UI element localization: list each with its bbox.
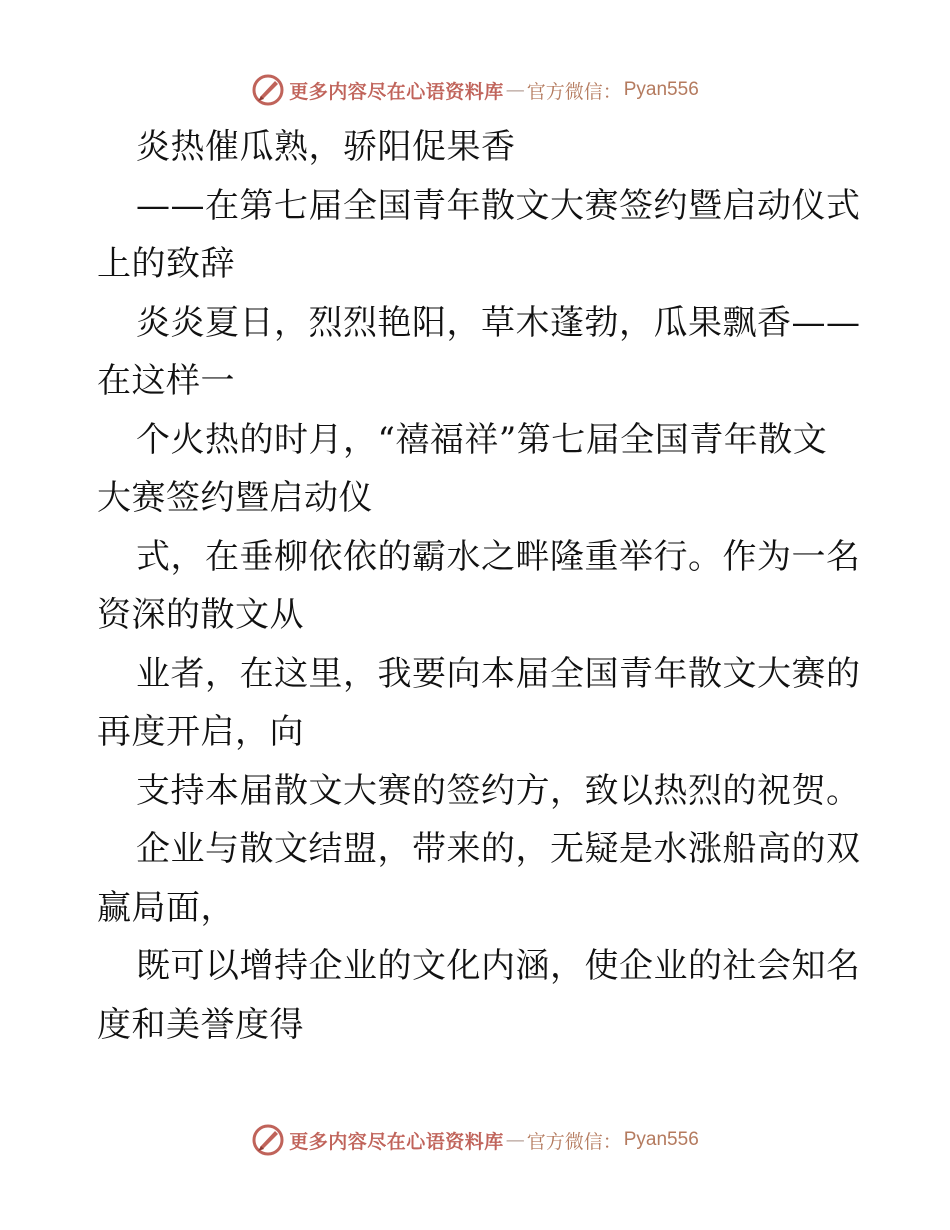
banner-separator: — xyxy=(505,79,525,101)
wechat-label: 官方微信： xyxy=(526,80,622,103)
text-line: 度和美誉度得 xyxy=(97,1004,304,1045)
text-line: 大赛签约暨启动仪 xyxy=(97,478,373,518)
text-line: 个火热的时月，“禧福祥”第七届全国青年散文 xyxy=(136,419,828,460)
text-line: 炎热催瓜熟，骄阳促果香 xyxy=(136,127,516,167)
brand-text: 更多内容尽在心语资料库 xyxy=(289,1130,504,1153)
wechat-id: Pyan556 xyxy=(623,1129,699,1150)
text-line: 企业与散文结盟，带来的，无疑是水涨船高的双 xyxy=(136,829,861,869)
text-line: 既可以增持企业的文化内涵，使企业的社会知名 xyxy=(136,946,861,986)
quill-pen-logo-icon xyxy=(251,1123,285,1157)
text-line: 在这样一 xyxy=(97,361,235,401)
text-line: 业者，在这里，我要向本届全国青年散文大赛的 xyxy=(136,653,861,694)
footer-watermark-banner xyxy=(0,1120,950,1160)
text-line: 炎炎夏日，烈烈艳阳，草木蓬勃，瓜果飘香—— xyxy=(136,302,861,343)
text-line: 资深的散文从 xyxy=(97,595,304,635)
brand-text: 更多内容尽在心语资料库 xyxy=(289,80,504,103)
wechat-id: Pyan556 xyxy=(623,79,699,100)
text-line: 支持本届散文大赛的签约方，致以热烈的祝贺。 xyxy=(136,770,861,811)
header-watermark-banner xyxy=(0,70,950,110)
text-line: ——在第七届全国青年散文大赛签约暨启动仪式 xyxy=(136,185,861,226)
banner-separator: — xyxy=(505,1129,525,1151)
quill-pen-logo-icon xyxy=(251,73,285,107)
text-line: 再度开启，向 xyxy=(97,712,304,752)
text-line: 上的致辞 xyxy=(97,244,235,284)
text-line: 式，在垂柳依依的霸水之畔隆重举行。作为一名 xyxy=(136,536,861,577)
document-body xyxy=(97,118,861,1054)
text-line: 赢局面， xyxy=(97,887,235,928)
wechat-label: 官方微信： xyxy=(526,1130,622,1153)
